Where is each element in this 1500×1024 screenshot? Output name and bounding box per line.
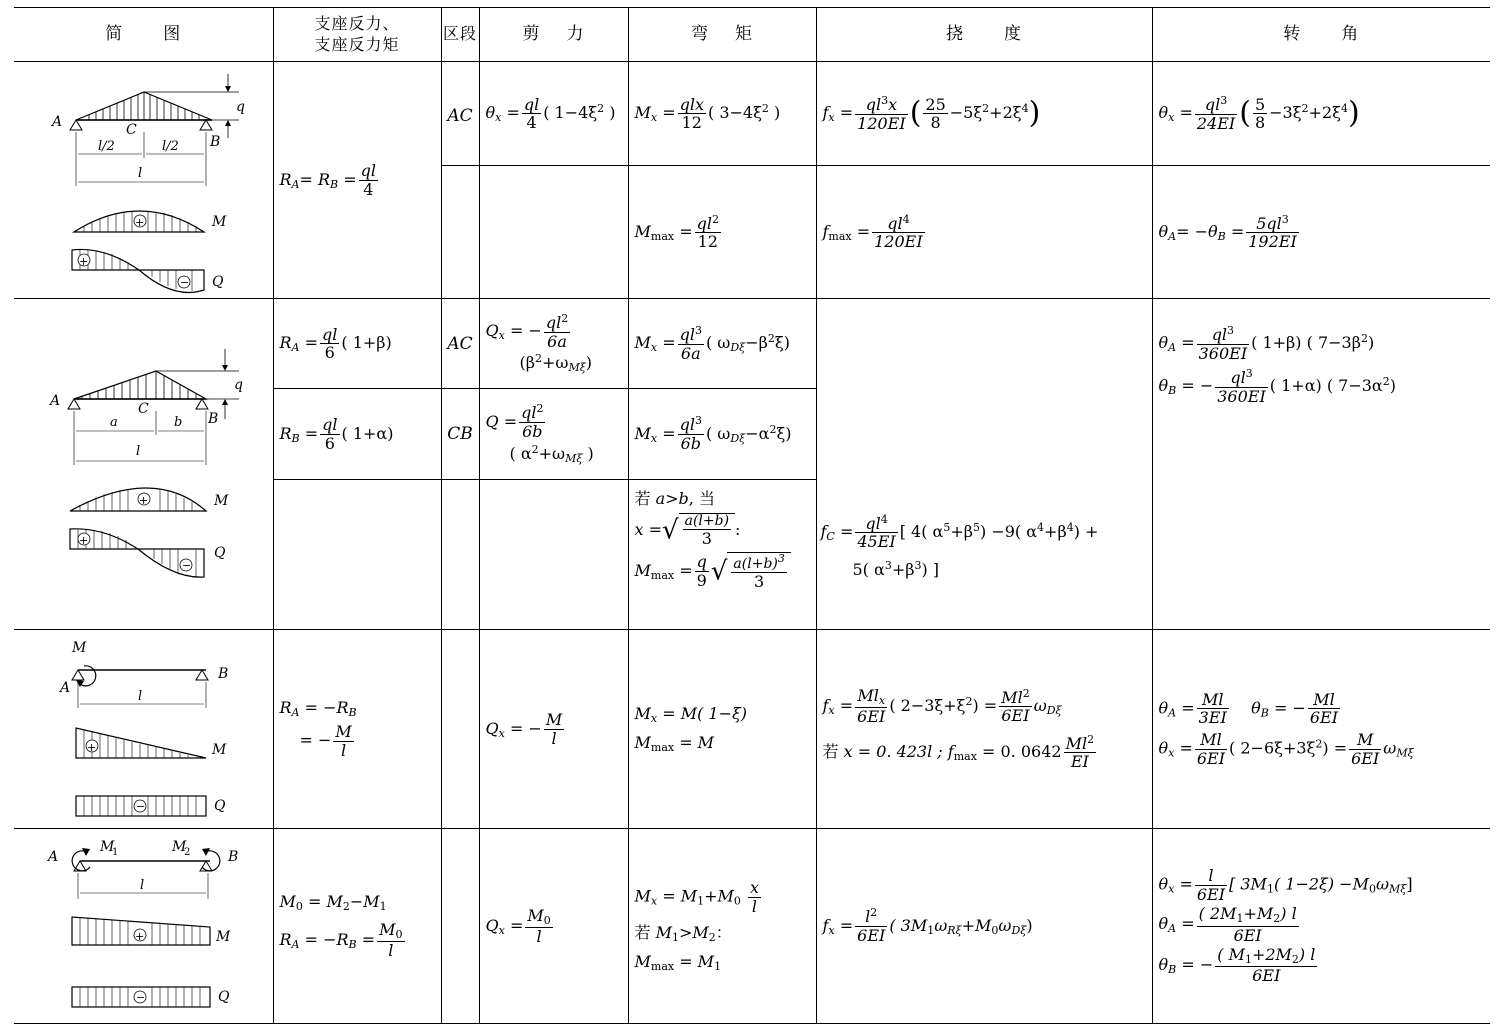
svg-text:−: − xyxy=(180,276,190,289)
beam-diagram-end-moment xyxy=(14,630,272,824)
svg-text:M: M xyxy=(214,493,229,509)
svg-text:B: B xyxy=(228,849,239,865)
svg-text:Q: Q xyxy=(212,274,224,290)
svg-text:+: + xyxy=(87,741,97,754)
beam-diagram-two-end-moments xyxy=(14,829,272,1019)
header-shear: 剪 力 xyxy=(479,8,628,62)
svg-text:q: q xyxy=(234,377,243,393)
svg-text:q: q xyxy=(236,99,245,115)
svg-text:B: B xyxy=(218,666,229,682)
deflection-case-1-max: fmax = $\frac{ql^4}{120EI}$ xyxy=(816,166,1152,299)
section-empty-1 xyxy=(441,166,479,299)
svg-text:l: l xyxy=(138,166,143,181)
beam-formula-table xyxy=(14,7,1490,1024)
beam-diagram-triangular-symmetric xyxy=(14,62,272,294)
svg-text:M: M xyxy=(172,839,187,855)
reaction-empty-2 xyxy=(273,479,441,629)
svg-text:Q: Q xyxy=(214,545,226,561)
svg-text:+: + xyxy=(79,255,89,268)
svg-text:+: + xyxy=(139,494,149,507)
moment-case-1-x: Mx = $\frac{\text{qlx}}{12}$ ( $3-4\xi^2$ ) xyxy=(628,62,816,166)
svg-text:Q: Q xyxy=(218,989,230,1005)
svg-text:A: A xyxy=(50,393,61,409)
shear-case-2-ac: Qx = − $\frac{ql^2}{6a}$ $(\beta^2+\omega M\xi)$ xyxy=(479,299,628,389)
svg-text:−: − xyxy=(136,991,146,1004)
svg-text:+: + xyxy=(135,216,145,229)
moment-case-1-max: Mmax = $\frac{ql^2}{12}$ xyxy=(628,166,816,299)
svg-text:M: M xyxy=(212,742,227,758)
moment-case-2-ac: Mx = $\frac{ql^3}{6a}$ ( $\omega D\xi-\beta^2\xi$) xyxy=(628,299,816,389)
header-reaction: 支座反力、 支座反力矩 xyxy=(273,8,441,62)
row3 xyxy=(14,630,1490,829)
rotation-case-3: θA = $\frac{Ml}{3EI}$ θB = − $\frac{Ml}{6EI}$ θx = $\frac{Ml}{6EI}$ ( $2-6\xi+3\xi^2$) = $\frac{M}{6EI}$ ωMξ xyxy=(1152,630,1490,829)
section-empty-3 xyxy=(441,630,479,829)
reaction-case-2-a: RA = $\frac{ql}{6}$ ( 1+β) xyxy=(273,299,441,389)
section-cb-2: CB xyxy=(441,389,479,479)
diagram-case-1 xyxy=(14,62,273,299)
svg-text:B: B xyxy=(210,134,221,150)
svg-text:b: b xyxy=(174,415,183,430)
svg-text:+: + xyxy=(135,930,145,943)
shear-case-2-cb: Q = $\frac{ql^2}{6b}$ ( $\alpha^2+\omega M\xi$ ) xyxy=(479,389,628,479)
svg-text:A: A xyxy=(48,849,59,865)
svg-text:Q: Q xyxy=(214,798,226,814)
section-ac-1: AC xyxy=(441,62,479,166)
reaction-case-2-b: RB = $\frac{ql}{6}$ ( 1+α) xyxy=(273,389,441,479)
svg-text:+: + xyxy=(79,534,89,547)
svg-text:B: B xyxy=(208,411,219,427)
beam-diagram-triangular-asymmetric xyxy=(14,299,272,625)
header-moment: 弯 矩 xyxy=(628,8,816,62)
rotation-case-1-x: θx = $\frac{ql^3}{24EI}$ ( $\frac{5}{8}$ $-3\xi^2+2\xi^4$) xyxy=(1152,62,1490,166)
moment-case-2-cb: Mx = $\frac{ql^3}{6b}$ ( $\omega D\xi-\alpha^2\xi$) xyxy=(628,389,816,479)
svg-text:M: M xyxy=(72,640,87,656)
rotation-case-2: θA = $\frac{ql^3}{360EI}$ ( 1+β) ( $7-3\beta^2$) θB = − $\frac{ql^3}{360EI}$ ( 1+α) ( $7-3\alpha^2$) xyxy=(1152,299,1490,630)
svg-text:M: M xyxy=(216,929,231,945)
deflection-case-2: fC = $\frac{ql^4}{45EI}$ [ 4( $\alpha^5+\beta^5) -9$( $\alpha^4+\beta^4$) + 5( $\alpha^3+\beta^3$) ] xyxy=(816,299,1152,630)
svg-text:M: M xyxy=(100,839,115,855)
deflection-case-4: fx = $\frac{l^2}{6EI}$ ( 3M1ωRξ+M0ωDξ) xyxy=(816,829,1152,1024)
rotation-case-4: θx = $\frac{l}{6EI}$ [ 3M1( 1−2ξ) −M0ωMξ] θA = $\frac{( 2M1+M2) l}{6EI}$ θB = − $\frac{( M1+2M2) l}{6EI}$ xyxy=(1152,829,1490,1024)
diagram-case-2 xyxy=(14,299,273,630)
svg-text:A: A xyxy=(60,680,71,696)
svg-text:−: − xyxy=(182,559,192,572)
svg-text:C: C xyxy=(138,401,149,417)
svg-text:M: M xyxy=(212,214,227,230)
reaction-case-1: RA= RB = $\frac{ql}{4}$ xyxy=(273,62,441,299)
rotation-case-1-ends: θA= −θB = $\frac{5ql^3}{192EI}$ xyxy=(1152,166,1490,299)
moment-case-4: Mx = M1+M0 $\frac{x}{l}$ 若 M1>M2： Mmax = M1 xyxy=(628,829,816,1024)
shear-empty-2 xyxy=(479,479,628,629)
header-diagram: 简 图 xyxy=(14,8,273,62)
shear-case-3: Qx = − $\frac{M}{l}$ xyxy=(479,630,628,829)
row2-sub1 xyxy=(14,299,1490,389)
svg-text:A: A xyxy=(52,114,63,130)
shear-case-4: Qx = $\frac{M0}{l}$ xyxy=(479,829,628,1024)
shear-empty-1 xyxy=(479,166,628,299)
section-ac-2: AC xyxy=(441,299,479,389)
deflection-case-1-x: fx = $\frac{ql^3x}{120EI}$ ( $\frac{25}{8}$ $-5\xi^2+2\xi^4$) xyxy=(816,62,1152,166)
svg-text:2: 2 xyxy=(184,847,191,858)
section-empty-2 xyxy=(441,479,479,629)
svg-text:l/2: l/2 xyxy=(162,139,179,154)
header-section: 区段 xyxy=(441,8,479,62)
svg-text:l: l xyxy=(140,878,145,893)
svg-text:l: l xyxy=(138,689,143,704)
svg-text:l/2: l/2 xyxy=(98,139,115,154)
diagram-case-4 xyxy=(14,829,273,1024)
moment-case-3: Mx = M( 1−ξ) Mmax = M xyxy=(628,630,816,829)
deflection-case-3: fx = $\frac{\text{Mlx}}{6EI}$ ( $2-3\xi+\xi^2$) = $\frac{Ml^2}{6EI}$ ωDξ 若 x = 0. 423l ; fmax = 0. 0642 $\frac{Ml^2}{EI}$ xyxy=(816,630,1152,829)
header-deflection: 挠 度 xyxy=(816,8,1152,62)
reaction-case-3: RA = −RB = − $\frac{M}{l}$ xyxy=(273,630,441,829)
svg-text:a: a xyxy=(110,415,118,430)
row1-sub1 xyxy=(14,62,1490,166)
diagram-case-3 xyxy=(14,630,273,829)
shear-case-1: θx = $\frac{ql}{4}$ ( $1-4\xi^2$ ) xyxy=(479,62,628,166)
svg-text:l: l xyxy=(136,444,141,459)
reaction-case-4: M0 = M2−M1 RA = −RB = $\frac{M0}{l}$ xyxy=(273,829,441,1024)
svg-text:−: − xyxy=(136,800,146,813)
svg-text:1: 1 xyxy=(112,847,119,858)
moment-case-2-max: 若 a>b, 当 x =√ $\frac{a(l+b)}{3}$ : Mmax = $\frac{q}{9}$ √ $\frac{a(l+b)^3}{3}$ xyxy=(628,479,816,629)
header-row xyxy=(14,8,1490,62)
section-empty-4 xyxy=(441,829,479,1024)
row4 xyxy=(14,829,1490,1024)
header-rotation: 转 角 xyxy=(1152,8,1490,62)
svg-text:C: C xyxy=(126,122,137,138)
